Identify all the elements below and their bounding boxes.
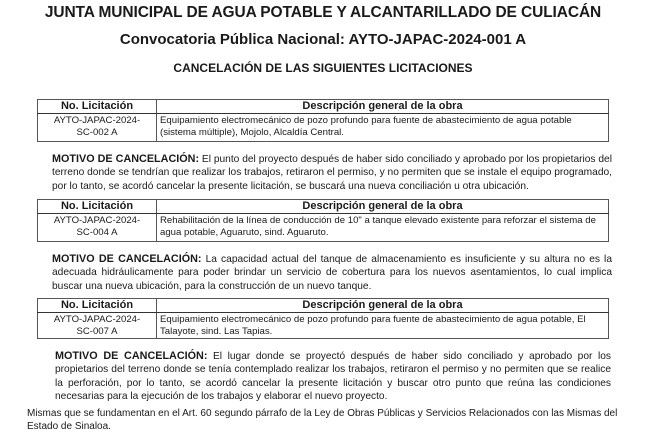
motivo-cancelacion-2 xyxy=(52,253,612,293)
motivo-cancelacion-3 xyxy=(55,350,611,403)
licitacion-number: AYTO-JAPAC-2024- SC-007 A xyxy=(38,313,157,339)
motivo-label: MOTIVO DE CANCELACIÓN: xyxy=(55,350,208,362)
motivo-text: El lugar donde se proyectó después de haber sido conciliado y aprobado por los propietarios del terreno donde se tenía contemplado realizar los trabajos, retiraron el permiso y no permiten que se realice la perforación, por lo tanto, se acordó cancelar la presente licitación y buscar otro punto que reúna las condiciones necesarias para la ejecución de los trabajos y elaborar el nuevo proyecto. xyxy=(55,351,611,402)
licitacion-number: AYTO-JAPAC-2024- SC-002 A xyxy=(38,114,157,142)
legal-basis-footer: Mismas que se fundamentan en el Art. 60 segundo párrafo de la Ley de Obras Públicas y Servicios Relacionados con las Mismas del Estado de Sinaloa. xyxy=(27,408,618,432)
col-header-descripcion: Descripción general de la obra xyxy=(157,299,609,313)
licitacion-table-1 xyxy=(37,99,609,142)
motivo-label: MOTIVO DE CANCELACIÓN: xyxy=(52,253,202,265)
motivo-label: MOTIVO DE CANCELACIÓN: xyxy=(52,153,200,165)
motivo-text: El punto del proyecto después de haber sido conciliado y aprobado por los propietarios del terreno donde se tendrían que realizar los trabajos, retiraron el permiso, y no permiten que se instale el equipo programado, por lo tanto, se acordó cancelar la presente licitación, se buscará una nueva conciliación u otra ubicación. xyxy=(52,154,612,192)
motivo-cancelacion-1 xyxy=(52,153,612,193)
convocatoria-subtitle: Convocatoria Pública Nacional: AYTO-JAPAC-2024-001 A xyxy=(119,31,527,48)
table-row xyxy=(38,313,609,339)
col-header-numero: No. Licitación xyxy=(38,100,157,114)
document-title: JUNTA MUNICIPAL DE AGUA POTABLE Y ALCANTARILLADO DE CULIACÁN xyxy=(44,4,602,21)
table-row xyxy=(38,114,609,142)
col-header-descripcion: Descripción general de la obra xyxy=(157,100,609,114)
col-header-numero: No. Licitación xyxy=(38,200,157,214)
col-header-descripcion: Descripción general de la obra xyxy=(157,200,609,214)
motivo-text: La capacidad actual del tanque de almacenamiento es insuficiente y su altura no es la adecuada hidráulicamente para poder brindar un servicio de cobertura para los nuevos asentamientos, lo cual implica buscar una nueva ubicación, para la construcción de un nuevo tanque. xyxy=(52,254,612,292)
licitacion-description: Rehabilitación de la línea de conducción de 10" a tanque elevado existente para reforzar el sistema de agua potable, Aguaruto, sind. Aguaruto. xyxy=(157,214,609,242)
licitacion-table-3 xyxy=(37,298,609,339)
section-heading: CANCELACIÓN DE LAS SIGUIENTES LICITACIONES xyxy=(173,61,473,75)
licitacion-description: Equipamiento electromecánico de pozo profundo para fuente de abastecimiento de agua potable, El Talayote, sind. Las Tapias. xyxy=(157,313,609,339)
table-row xyxy=(38,214,609,242)
col-header-numero: No. Licitación xyxy=(38,299,157,313)
licitacion-number: AYTO-JAPAC-2024- SC-004 A xyxy=(38,214,157,242)
licitacion-description: Equipamiento electromecánico de pozo profundo para fuente de abastecimiento de agua potable (sistema múltiple), Mojolo, Alcaldía Central. xyxy=(157,114,609,142)
licitacion-table-2 xyxy=(37,199,609,242)
